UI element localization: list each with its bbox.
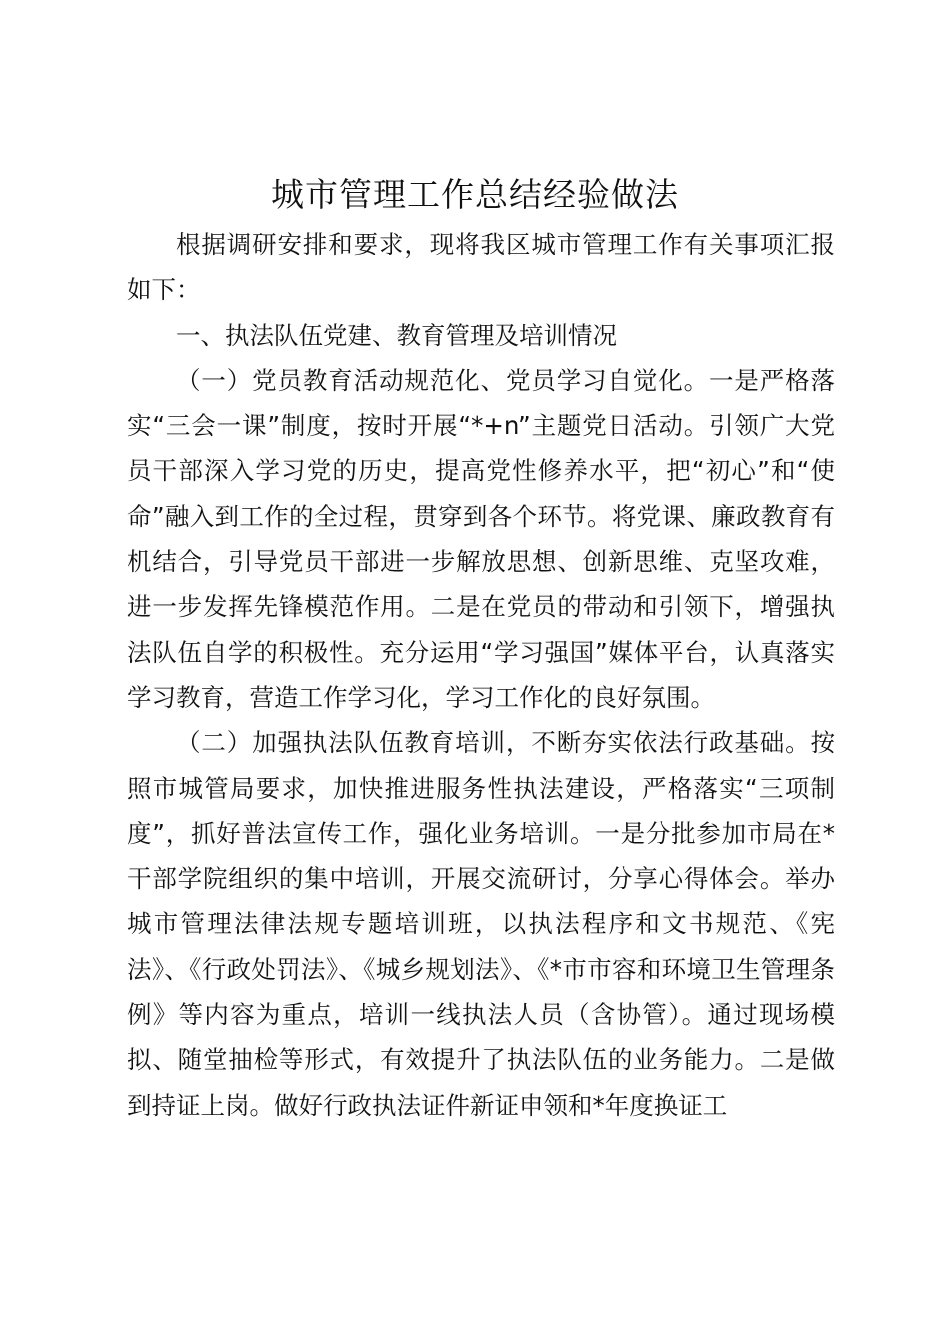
body-paragraph: （一）党员教育活动规范化、党员学习自觉化。一是严格落实“三会一课”制度，按时开展“*+n”主题党日活动。引领广大党员干部深入学习党的历史，提高党性修养水平，把“初心”和“使命”融入到工作的全过程，贯穿到各个环节。将党课、廉政教育有机结合，引导党员干部进一步解放思想、创新思维、克坚攻难，进一步发挥先锋模范作用。二是在党员的带动和引领下，增强执法队伍自学的积极性。充分运用“学习强国”媒体平台，认真落实学习教育，营造工作学习化，学习工作化的良好氛围。 bbox=[127, 365, 835, 712]
document-body bbox=[127, 222, 835, 1128]
document-title: 城市管理工作总结经验做法 bbox=[271, 175, 679, 214]
intro-paragraph: 根据调研安排和要求，现将我区城市管理工作有关事项汇报如下： bbox=[127, 230, 835, 305]
body-paragraph: （二）加强执法队伍教育培训，不断夯实依法行政基础。按照市城管局要求，加快推进服务性执法建设，严格落实“三项制度”，抓好普法宣传工作，强化业务培训。一是分批参加市局在*干部学院组织的集中培训，开展交流研讨，分享心得体会。举办城市管理法律法规专题培训班，以执法程序和文书规范、《宪法》、《行政处罚法》、《城乡规划法》、《*市市容和环境卫生管理条例》等内容为重点，培训一线执法人员（含协管）。通过现场模拟、随堂抽检等形式，有效提升了执法队伍的业务能力。二是做到持证上岗。做好行政执法证件新证申领和*年度换证工 bbox=[127, 728, 835, 1120]
section-heading: 一、执法队伍党建、教育管理及培训情况 bbox=[176, 320, 617, 350]
